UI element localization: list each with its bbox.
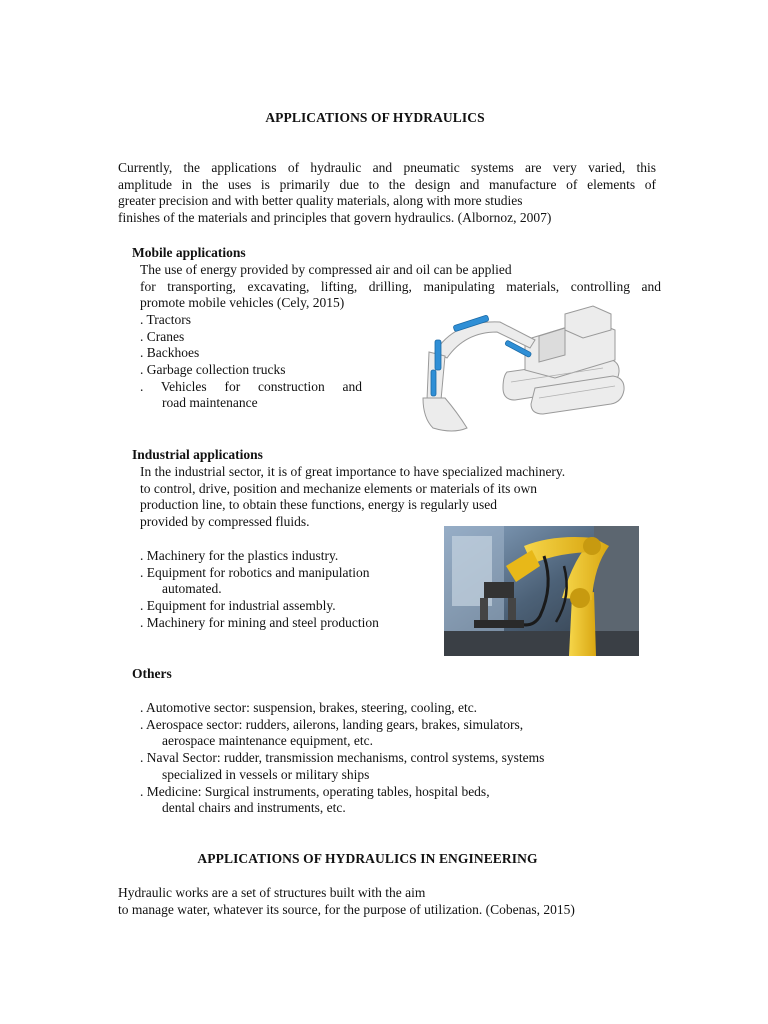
list-item: . Machinery for the plastics industry.: [140, 548, 339, 563]
heading-label: Others: [132, 666, 172, 681]
mobile-list: [140, 312, 362, 412]
others-list: [140, 700, 660, 817]
list-item: . Aerospace sector: rudders, ailerons, landing gears, brakes, simulators,: [140, 716, 524, 732]
intro-line: finishes of the materials and principles that govern hydraulics. (Albornoz, 2007): [118, 209, 552, 225]
list-item: road maintenance: [162, 395, 258, 411]
heading-label: Mobile applications: [132, 245, 246, 260]
industrial-description: [140, 464, 660, 530]
desc-line: provided by compressed fluids.: [140, 513, 310, 529]
desc-line: production line, to obtain these functions, energy is regularly used: [140, 497, 498, 512]
list-item: . Vehicles for construction and: [140, 378, 362, 394]
list-item: . Garbage collection trucks: [140, 362, 286, 378]
section-heading-others: [118, 666, 172, 682]
desc-line: promote mobile vehicles (Cely, 2015): [140, 295, 345, 310]
list-item: . Equipment for industrial assembly.: [140, 598, 336, 614]
section-title-engineering: APPLICATIONS OF HYDRAULICS IN ENGINEERING: [197, 851, 538, 866]
intro-line: greater precision and with better quality materials, along with more studies: [118, 193, 523, 208]
desc-line: to control, drive, position and mechanize elements or materials of its own: [140, 480, 538, 496]
heading-label: Industrial applications: [132, 447, 263, 462]
list-item: dental chairs and instruments, etc.: [162, 800, 346, 816]
desc-line: for transporting, excavating, lifting, drilling, manipulating materials, controlling and: [140, 278, 661, 294]
intro-paragraph: [118, 160, 656, 226]
industrial-robot-photo: [444, 526, 639, 656]
engineering-line: to manage water, whatever its source, for the purpose of utilization. (Cobenas, 2015): [118, 901, 575, 917]
intro-line: amplitude in the uses is primarily due to the design and manufacture of elements of: [118, 176, 656, 192]
list-item: . Medicine: Surgical instruments, operating tables, hospital beds,: [140, 783, 490, 799]
intro-line: Currently, the applications of hydraulic and pneumatic systems are very varied, this: [118, 160, 656, 175]
industrial-list: [140, 548, 430, 632]
engineering-line: Hydraulic works are a set of structures built with the aim: [118, 885, 426, 900]
page-title: APPLICATIONS OF HYDRAULICS: [265, 110, 485, 125]
list-item: . Automotive sector: suspension, brakes, steering, cooling, etc.: [140, 700, 478, 715]
list-item: . Cranes: [140, 328, 185, 344]
list-item: specialized in vessels or military ships: [162, 766, 370, 782]
desc-line: In the industrial sector, it is of great importance to have specialized machinery.: [140, 464, 566, 479]
excavator-illustration: [415, 300, 630, 440]
engineering-paragraph: [118, 885, 658, 918]
list-item: automated.: [162, 581, 222, 597]
list-item: . Naval Sector: rudder, transmission mechanisms, control systems, systems: [140, 750, 545, 766]
list-item: . Machinery for mining and steel production: [140, 614, 379, 630]
excavator-icon: [415, 300, 630, 440]
desc-line: The use of energy provided by compressed air and oil can be applied: [140, 262, 512, 277]
list-item: . Tractors: [140, 312, 192, 327]
list-item: aerospace maintenance equipment, etc.: [162, 733, 374, 749]
list-item: . Backhoes: [140, 345, 200, 361]
robot-arm-icon: [444, 526, 639, 656]
section-heading-mobile: [118, 245, 246, 261]
section-heading-industrial: [118, 447, 263, 463]
list-item: . Equipment for robotics and manipulation: [140, 564, 370, 580]
